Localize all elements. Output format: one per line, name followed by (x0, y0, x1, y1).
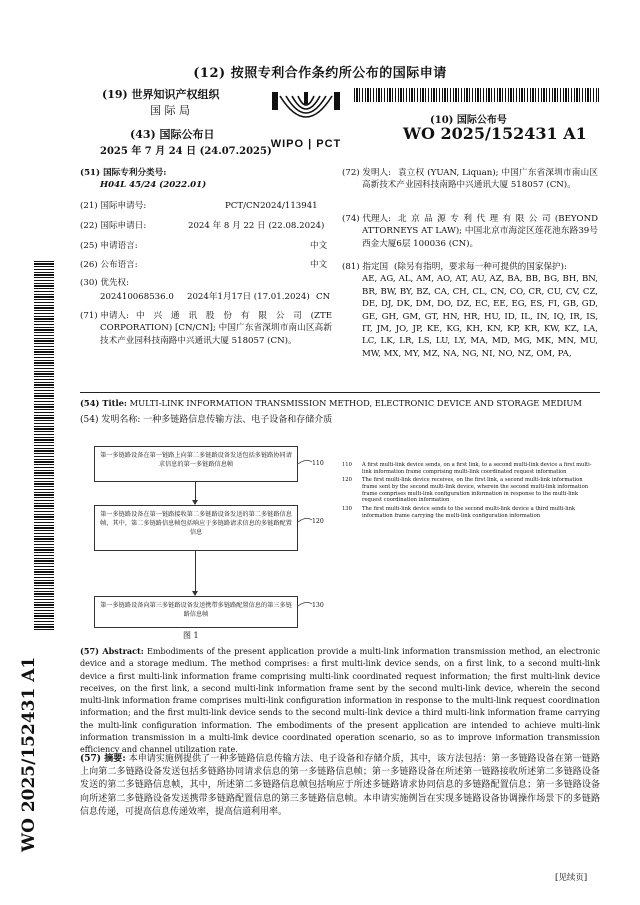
legend-text-120: The first multi-link device receives, on the first link, a second multi-link information frame sent by the second multi-link device, wherein the second multi-link information frame comprises multi-link configuration information in response to the multi-link request coordination information (362, 477, 589, 504)
pub-lang-label: (26) 公布语言: (80, 260, 138, 270)
flow-ref-110: 110 (312, 460, 324, 467)
inventor-value: 袁立权 (YUAN, Liquan); 中国广东省深圳市南山区高新技术产业园科技南路中兴通讯大厦 518057 (CN)。 (362, 168, 598, 191)
pub-lang-value: 中文 (310, 260, 328, 270)
legend-ref-130: 130 (342, 506, 352, 512)
applicant-value: 中 兴 通 讯 股 份 有 限 公 司 (ZTE CORPORATION) [CN/CN]; 中国广东省深圳市南山区高新技术产业园科技南路中兴通讯大厦 518057 (CN)。 (100, 311, 332, 346)
abstract-zh (80, 753, 600, 819)
leader-line-icon (298, 516, 314, 528)
header-barcode (354, 88, 599, 102)
abstract-en-label: (57) Abstract: (80, 646, 144, 656)
wipo-pct-text: WIPO | PCT (270, 138, 342, 150)
wipo-org-name: (19) 世界知识产权组织 (102, 88, 220, 101)
ipc-value: H04L 45/24 (2022.01) (100, 180, 207, 190)
title-zh-row (80, 414, 332, 426)
flow-ref-130: 130 (312, 602, 324, 609)
abstract-zh-label: (57) 摘要: (80, 754, 126, 764)
priority-number: 202410068536.0 (100, 292, 174, 302)
side-pubno: WO 2025/152431 A1 (19, 656, 39, 852)
legend-text-110: A first multi-link device sends, on a first link, to a second multi-link device a first multi-link information frame comprising multi-link coordinated request information (362, 462, 592, 475)
filing-lang-value: 中文 (310, 241, 328, 251)
priority-label: (30) 优先权: (80, 278, 130, 288)
wipo-logo (266, 90, 346, 150)
abstract-en-text: Embodiments of the present application provide a multi-link information transmission method, an electronic device and a storage medium. The method comprises: a first multi-link device sends, on a first link, to a second multi-link device a first multi-link information frame comprising multi-link coordinated request information; the first multi-link device receives, on the first link, a second multi-link information frame sent by the second multi-link device, wherein the second multi-link information frame comprises multi-link configuration information in response to the multi-link request coordination information; and the first multi-link device sends to the second multi-link device a third multi-link information frame carrying the multi-link configuration information. The embodiments of the present application are intended to achieve multi-link information transmission in a multi-link device coordinated operation scenario, so as to improve information transmission efficiency and channel utilization rate. (80, 646, 600, 755)
pubdate-value: 2025 年 7 月 24 日 (24.07.2025) (100, 146, 272, 157)
applicant-label: (71) 申请人: (80, 311, 130, 321)
priority-country: CN (316, 292, 331, 302)
agent-label: (74) 代理人: (342, 214, 392, 224)
pubno-label: (10) 国际公布号 (430, 115, 507, 126)
title-en-row (80, 397, 600, 409)
states-intro: (除另有指明，要求每一种可提供的国家保护): (394, 262, 567, 272)
flow-step-130: 第一多链路设备向第三多链路设备发送携带多链路配置信息的第三多链路信息帧 (94, 596, 298, 628)
intl-bureau: 国 际 局 (150, 104, 190, 117)
agent-block (342, 213, 598, 250)
pubno-value: WO 2025/152431 A1 (403, 124, 587, 143)
abstract-zh-text: 本申请实施例提供了一种多链路信息传输方法、电子设备和存储介质，其中，该方法包括：第一多链路设备在第一链路上向第二多链路设备发送包括多链路协同请求信息的第一多链路信息帧；第一多链路设备在所述第一链路接收所述第二多链路设备发送的第二多链路信息帧，其中，所述第二多链路信息帧包括响应于所述多链路请求协同信息的多链路配置信息；第一多链路设备向所述第二多链路设备发送携带多链路配置信息的第三多链路信息帧。本申请实施例旨在实现多链路设备协调操作场景下的多链路信息传递，可提高信息传递效率，提高信道利用率。 (80, 754, 600, 817)
applicant-block (80, 310, 332, 347)
inventor-block (342, 167, 598, 192)
wipo-emblem-icon (266, 90, 346, 134)
filing-date-label: (22) 国际申请日: (80, 221, 147, 231)
ipc-label: (51) 国际专利分类号: (80, 168, 167, 178)
continued-note: [见续页] (555, 873, 588, 883)
flow-step-110: 第一多链路设备在第一链路上向第二多链路设备发送包括多链路协同请求信息的第一多链路信息帧 (94, 446, 298, 482)
legend-text-130: The first multi-link device sends to the second multi-link device a third multi-link information frame carrying the multi-link configuration information (362, 506, 576, 519)
title-zh: 一种多链路信息传输方法、电子设备和存储介质 (143, 415, 333, 425)
abstract-en (80, 645, 600, 756)
figure-area (80, 430, 600, 650)
priority-date: 2024年1月17日 (17.01.2024) (187, 292, 310, 302)
filing-lang-label: (25) 申请语言: (80, 241, 138, 251)
pubdate-label: (43) 国际公布日 (130, 128, 215, 141)
states-label: (81) 指定国 (342, 262, 389, 272)
app-no-label: (21) 国际申请号: (80, 201, 147, 211)
legend-ref-110: 110 (342, 462, 352, 468)
legend-ref-120: 120 (342, 477, 352, 483)
filing-date-value: 2024 年 8 月 22 日 (22.08.2024) (188, 221, 325, 231)
title-en: MULTI-LINK INFORMATION TRANSMISSION METHOD, ELECTRONIC DEVICE AND STORAGE MEDIUM (129, 398, 582, 408)
side-barcode (34, 260, 54, 630)
figure-caption: 图 1 (183, 631, 199, 640)
title-zh-label: (54) 发明名称: (80, 415, 141, 425)
agent-value: 北京品源专利代理有限公司(BEYOND ATTORNEYS AT LAW); 中国北京市海淀区莲花池东路39号西金大厦6层 100036 (CN)。 (362, 214, 598, 249)
states-list: AE, AG, AL, AM, AO, AT, AU, AZ, BA, BB, BG, BH, BN, BR, BW, BY, BZ, CA, CH, CL, CN, CO, CR, CU, CV, CZ, DE, DJ, DK, DM, DO, DZ, EC, EE, EG, ES, FI, GB, GD, GE, GH, GM, GT, HN, HR, HU, ID, IL, IN, IQ, IR, IS, IT, JM, JO, JP, KE, KG, KH, KN, KP, KR, KW, KZ, LA, LC, LK, LR, LS, LU, LY, MA, MD, MG, MK, MN, MU, MW, MX, MY, MZ, NA, NG, NI, NO, NZ, OM, PA, (362, 274, 598, 359)
document-title: (12) 按照专利合作条约所公布的国际申请 (193, 66, 447, 81)
flow-ref-120: 120 (312, 518, 324, 525)
section-divider (80, 392, 600, 393)
inventor-label: (72) 发明人: (342, 168, 392, 178)
designated-states-block (342, 261, 598, 360)
app-no-value: PCT/CN2024/113941 (225, 201, 318, 211)
leader-line-icon (298, 600, 314, 612)
flow-step-120: 第一多链路设备在第一链路接收第二多链路设备发送的第二多链路信息帧，其中，第二多链路信息帧包括响应于多链路请求信息的多链路配置信息 (94, 505, 298, 551)
flow-arrow-2 (195, 551, 196, 595)
title-en-label: (54) Title: (80, 398, 127, 408)
leader-line-icon (298, 458, 314, 470)
